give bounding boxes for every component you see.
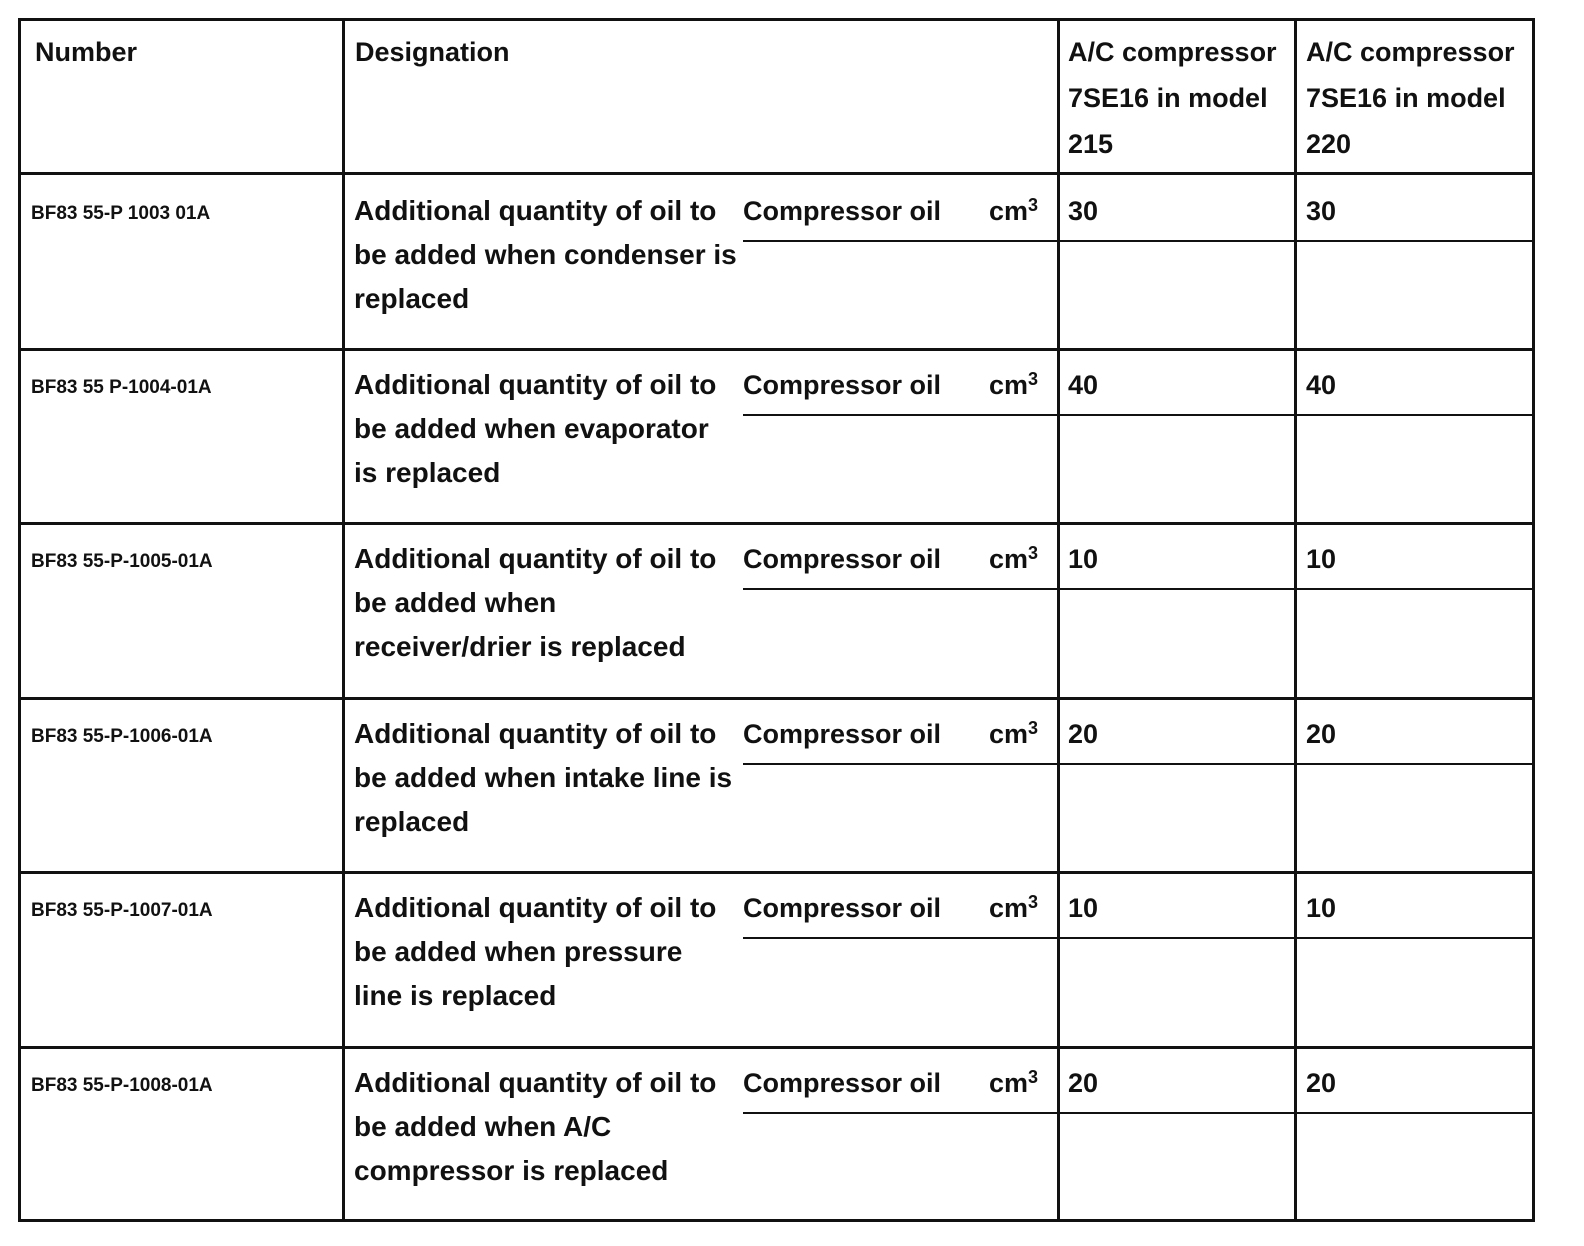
row-number: BF83 55-P 1003 01A [31,203,211,224]
quantity-underline [743,588,1532,590]
quantity-underline [743,240,1532,242]
header-model-215: A/C compressor 7SE16 in model 215 [1068,37,1277,159]
quantity-underline [743,763,1532,765]
row-designation: Additional quantity of oil to be added when A/C compressor is replaced [354,1067,717,1186]
row-medium: Compressor oil [743,719,942,749]
row-unit: $cm^3$ [989,1067,1039,1098]
row-designation: Additional quantity of oil to be added when pressure line is replaced [354,892,717,1011]
header-model-220: A/C compressor 7SE16 in model 220 [1306,37,1515,159]
column-divider [1294,21,1297,1219]
row-number: BF83 55 P-1004-01A [31,377,212,398]
column-divider [342,21,345,1219]
quantity-underline [743,414,1532,416]
row-medium: Compressor oil [743,1068,942,1098]
row-designation: Additional quantity of oil to be added when evaporator is replaced [354,369,717,488]
row-value-220: 20 [1306,1068,1337,1098]
row-value-220: 20 [1306,719,1337,749]
row-value-215: 10 [1068,893,1099,923]
column-divider [1057,21,1060,1219]
row-divider [21,1046,1532,1049]
row-designation: Additional quantity of oil to be added when receiver/drier is replaced [354,543,717,662]
row-divider [21,697,1532,700]
row-value-215: 30 [1068,196,1099,226]
row-number: BF83 55-P-1005-01A [31,551,213,572]
row-number: BF83 55-P-1006-01A [31,726,213,747]
row-value-215: 20 [1068,1068,1099,1098]
header-designation: Designation [355,37,510,67]
quantity-underline [743,937,1532,939]
row-medium: Compressor oil [743,196,942,226]
row-unit: $cm^3$ [989,195,1039,226]
row-divider [21,871,1532,874]
row-unit: $cm^3$ [989,369,1039,400]
row-designation: Additional quantity of oil to be added when condenser is replaced [354,195,737,314]
row-divider [21,348,1532,351]
row-value-220: 40 [1306,370,1337,400]
row-value-220: 30 [1306,196,1337,226]
row-unit: $cm^3$ [989,718,1039,749]
row-number: BF83 55-P-1007-01A [31,900,213,921]
row-value-220: 10 [1306,544,1337,574]
header-number: Number [35,37,138,67]
row-designation: Additional quantity of oil to be added when intake line is replaced [354,718,733,837]
row-value-215: 10 [1068,544,1099,574]
row-number: BF83 55-P-1008-01A [31,1075,213,1096]
row-unit: $cm^3$ [989,892,1039,923]
row-value-220: 10 [1306,893,1337,923]
oil-quantity-table [18,18,1535,1222]
quantity-underline [743,1112,1532,1114]
row-value-215: 40 [1068,370,1099,400]
row-medium: Compressor oil [743,544,942,574]
row-value-215: 20 [1068,719,1099,749]
row-unit: $cm^3$ [989,543,1039,574]
row-medium: Compressor oil [743,893,942,923]
row-divider [21,172,1532,175]
row-medium: Compressor oil [743,370,942,400]
row-divider [21,522,1532,525]
